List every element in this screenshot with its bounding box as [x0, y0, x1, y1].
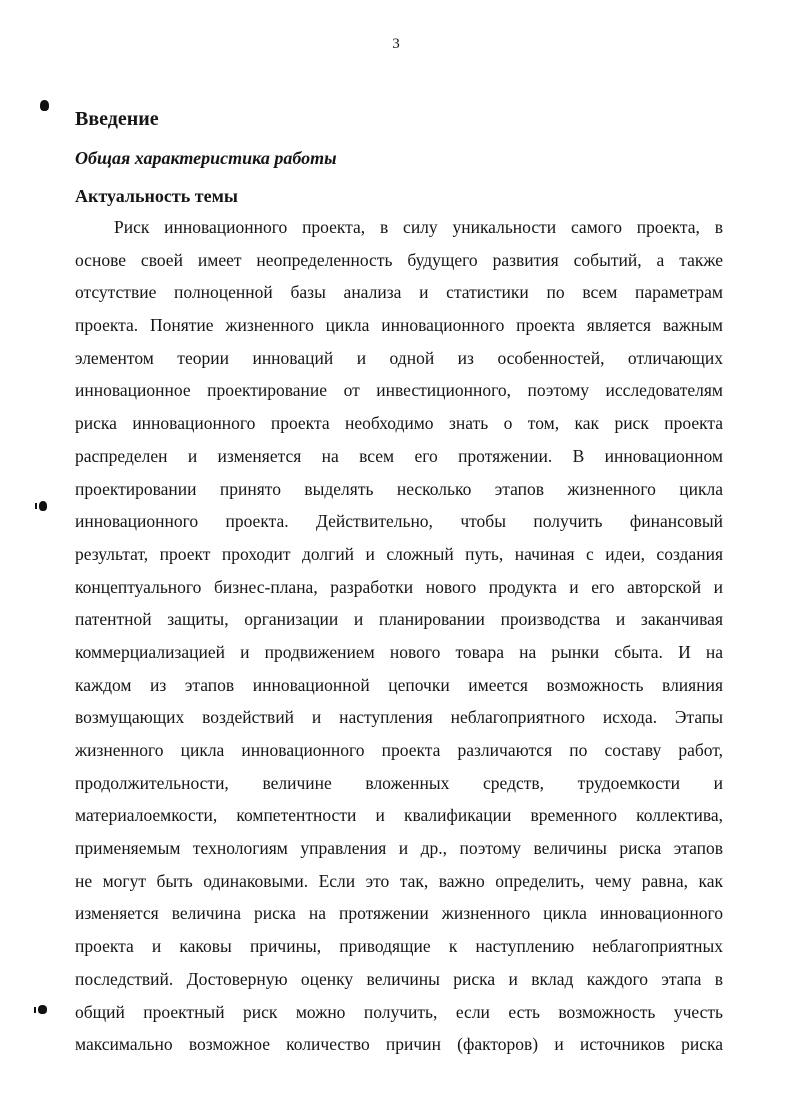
- paragraph-line: инновационное проектирование от инвестиционного, поэтому исследователям: [75, 380, 723, 401]
- margin-mark-bottom: [38, 1005, 47, 1014]
- paragraph-line: инновационного проекта. Действительно, чтобы получить финансовый: [75, 511, 723, 532]
- paragraph-line: не могут быть одинаковыми. Если это так, важно определить, чему равна, как: [75, 870, 723, 891]
- paragraph-line: отсутствие полноценной базы анализа и статистики по всем параметрам: [75, 282, 723, 303]
- paragraph-line: элементом теории инноваций и одной из особенностей, отличающих: [75, 347, 723, 368]
- work-characteristics-subheading: Общая характеристика работы: [75, 148, 337, 168]
- paragraph-line: распределен и изменяется на всем его протяжении. В инновационном: [75, 445, 723, 466]
- paragraph-line: проектировании принято выделять несколько этапов жизненного цикла: [75, 478, 723, 499]
- paragraph-line: патентной защиты, организации и планировании производства и заканчивая: [75, 609, 723, 630]
- paragraph-line: концептуального бизнес-плана, разработки нового продукта и его авторской и: [75, 576, 723, 597]
- paragraph-line: возмущающих воздействий и наступления неблагоприятного исхода. Этапы: [75, 707, 723, 728]
- paragraph-line: жизненного цикла инновационного проекта различаются по составу работ,: [75, 740, 723, 760]
- paragraph-line: проекта. Понятие жизненного цикла инновационного проекта является важным: [75, 315, 723, 336]
- paragraph-line: изменяется величина риска на протяжении жизненного цикла инновационного: [75, 903, 723, 924]
- paragraph-line: риска инновационного проекта необходимо знать о том, как риск проекта: [75, 413, 723, 434]
- paragraph-line: результат, проект проходит долгий и сложный путь, начиная с идеи, создания: [75, 543, 723, 564]
- paragraph-line: общий проектный риск можно получить, если есть возможность учесть: [75, 1001, 723, 1022]
- relevance-section-title: Актуальность темы: [75, 186, 238, 206]
- margin-mark-top: [40, 100, 49, 111]
- paragraph-line: основе своей имеет неопределенность будущего развития событий, а также: [75, 249, 723, 270]
- relevance-paragraph: [75, 211, 723, 1061]
- page-number: 3: [392, 36, 400, 52]
- paragraph-line: применяемым технологиям управления и др., поэтому величины риска этапов: [75, 838, 723, 859]
- paragraph-line: проекта и каковы причины, приводящие к наступлению неблагоприятных: [75, 936, 723, 957]
- margin-mark-middle: [39, 501, 47, 511]
- chapter-heading: Введение: [75, 108, 159, 130]
- paragraph-line: материалоемкости, компетентности и квалификации временного коллектива,: [75, 805, 723, 826]
- paragraph-line: Риск инновационного проекта, в силу уникальности самого проекта, в: [114, 217, 723, 237]
- paragraph-line: максимально возможное количество причин (факторов) и источников риска: [75, 1034, 723, 1055]
- paragraph-line: продолжительности, величине вложенных средств, трудоемкости и: [75, 772, 723, 793]
- paragraph-line: каждом из этапов инновационной цепочки имеется возможность влияния: [75, 674, 723, 695]
- paragraph-line: последствий. Достоверную оценку величины риска и вклад каждого этапа в: [75, 968, 723, 989]
- paragraph-line: коммерциализацией и продвижением нового товара на рынки сбыта. И на: [75, 641, 723, 662]
